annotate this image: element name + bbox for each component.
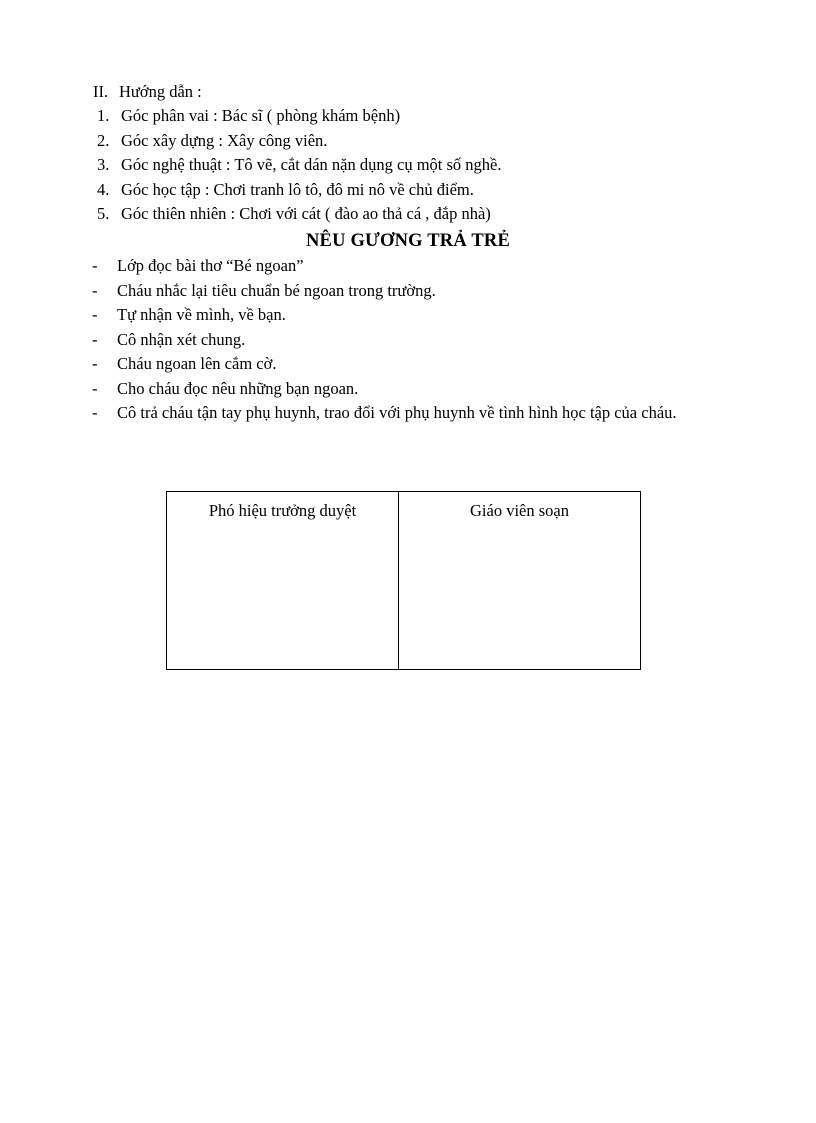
item-number: 3.: [97, 155, 110, 174]
list-item: [92, 401, 732, 426]
vice-principal-signature-cell: [167, 492, 399, 670]
list-item: [97, 104, 501, 129]
signature-table: [166, 491, 641, 670]
list-item: [97, 178, 501, 203]
list-item: [92, 377, 732, 402]
item-text: Cô nhận xét chung.: [117, 329, 246, 349]
dash-bullet: -: [92, 329, 98, 349]
dash-bullet: -: [92, 354, 98, 373]
item-text: Cho cháu đọc nêu những bạn ngoan.: [117, 378, 359, 398]
praise-steps-list: [92, 254, 732, 426]
list-item: [92, 328, 732, 353]
praise-title: NÊU GƯƠNG TRẢ TRẺ: [305, 231, 511, 251]
vice-principal-label: Phó hiệu trưởng duyệt: [208, 501, 357, 520]
dash-bullet: -: [92, 378, 98, 398]
corner-activities-list: [97, 104, 501, 227]
item-number: 1.: [97, 106, 110, 125]
item-number: 2.: [97, 130, 110, 150]
item-text: Góc thiên nhiên : Chơi với cát ( đào ao thả cá , đắp nhà): [121, 204, 491, 223]
list-item: [97, 153, 501, 178]
section-heading: [93, 80, 202, 104]
item-text: Lớp đọc bài thơ “Bé ngoan”: [117, 256, 304, 275]
item-text: Cháu ngoan lên cắm cờ.: [117, 354, 277, 373]
dash-bullet: -: [92, 280, 98, 300]
item-text: Cô trả cháu tận tay phụ huynh, trao đổi với phụ huynh về tình hình học tập của cháu.: [117, 403, 677, 422]
list-item: [97, 129, 501, 154]
item-text: Góc học tập : Chơi tranh lô tô, đô mi nô về chủ điểm.: [121, 179, 474, 199]
item-text: Cháu nhắc lại tiêu chuẩn bé ngoan trong trường.: [117, 280, 436, 300]
item-number: 5.: [97, 204, 110, 223]
item-text: Góc nghệ thuật : Tô vẽ, cắt dán nặn dụng cụ một số nghề.: [121, 155, 502, 174]
dash-bullet: -: [92, 305, 98, 324]
list-item: [92, 303, 732, 328]
list-item: [92, 279, 732, 304]
list-item: [92, 352, 732, 377]
teacher-signature-cell: [399, 492, 641, 670]
table-row: [167, 492, 641, 670]
dash-bullet: -: [92, 256, 98, 275]
list-item: [97, 202, 501, 227]
item-number: 4.: [97, 179, 110, 199]
dash-bullet: -: [92, 403, 98, 422]
item-text: Góc xây dựng : Xây công viên.: [121, 130, 328, 150]
list-item: [92, 254, 732, 279]
item-text: Tự nhận về mình, về bạn.: [117, 305, 286, 324]
section-title: Hướng dẫn :: [119, 82, 202, 101]
section-number: II.: [93, 82, 109, 101]
teacher-label: Giáo viên soạn: [470, 501, 569, 520]
item-text: Góc phân vai : Bác sĩ ( phòng khám bệnh): [121, 106, 401, 125]
